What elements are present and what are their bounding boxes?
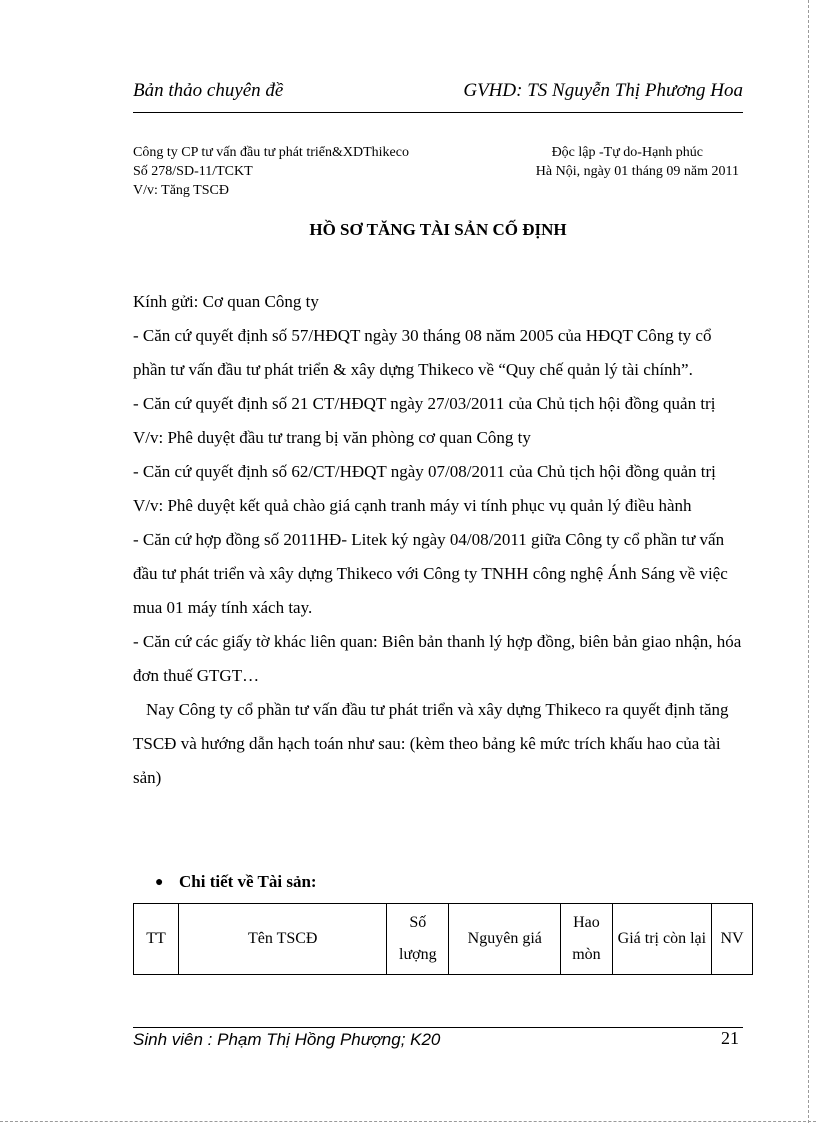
col-header-remaining-value: Giá trị còn lại [612,904,712,975]
paragraph-3: - Căn cứ quyết định số 62/CT/HĐQT ngày 07/08/2011 của Chủ tịch hội đồng quản trị V/v: Phê duyệt kết quả chào giá cạnh tranh máy vi tính phục vụ quản lý điều hành [133,462,716,515]
page-border-right [808,0,809,1123]
paragraph-1: - Căn cứ quyết định số 57/HĐQT ngày 30 tháng 08 năm 2005 của HĐQT Công ty cổ phần tư vấn đầu tư phát triển & xây dựng Thikeco về “Quy chế quản lý tài chính”. [133,326,712,379]
paragraph-4: - Căn cứ hợp đồng số 2011HĐ- Litek ký ngày 04/08/2011 giữa Công ty cổ phần tư vấn đầu tư phát triển và xây dựng Thikeco với Công ty TNHH công nghệ Ánh Sáng về việc mua 01 máy tính xách tay. [133,530,728,617]
national-motto: Độc lập -Tự do-Hạnh phúc [551,145,703,160]
col-header-tt: TT [134,904,179,975]
header-rule [133,112,743,113]
header-left-text: Bản thảo chuyên đề [133,80,284,101]
place-date: Hà Nội, ngày 01 tháng 09 năm 2011 [535,164,739,179]
col-header-quantity: Số lượng [387,904,449,975]
asset-table [133,903,753,975]
document-body [133,285,745,795]
document-number: Số 278/SD-11/TCKT [133,164,253,179]
col-header-original-cost: Nguyên giá [449,904,561,975]
col-header-depreciation: Hao mòn [561,904,612,975]
header-right-text: GVHD: TS Nguyễn Thị Phương Hoa [463,80,743,101]
col-header-name: Tên TSCĐ [179,904,387,975]
page-border-bottom [0,1121,816,1122]
table-header-row [134,904,753,975]
footer-student: Sinh viên : Phạm Thị Hồng Phượng; K20 [133,1030,441,1049]
bullet-icon: ● [155,875,164,890]
section-heading-text: Chi tiết về Tài sản: [179,872,317,891]
letter-meta-left [133,143,409,200]
page-header [133,80,743,108]
document-subject: V/v: Tăng TSCĐ [133,183,229,198]
footer-rule [133,1027,743,1028]
paragraph-5: - Căn cứ các giấy tờ khác liên quan: Biên bản thanh lý hợp đồng, biên bản giao nhận, hóa đơn thuế GTGT… [133,632,742,685]
page-number: 21 [721,1028,739,1048]
section-heading [155,872,317,892]
letter-meta-right [536,143,739,181]
greeting: Kính gửi: Cơ quan Công ty [133,292,319,311]
paragraph-6: Nay Công ty cổ phần tư vấn đầu tư phát triển và xây dựng Thikeco ra quyết định tăng TSCĐ và hướng dẫn hạch toán như sau: (kèm theo bảng kê mức trích khấu hao của tài sản) [133,700,729,787]
document-title: HỒ SƠ TĂNG TÀI SẢN CỐ ĐỊNH [309,220,567,239]
paragraph-2: - Căn cứ quyết định số 21 CT/HĐQT ngày 27/03/2011 của Chủ tịch hội đồng quản trị V/v: Phê duyệt đầu tư trang bị văn phòng cơ quan Công ty [133,394,716,447]
col-header-nv: NV [712,904,753,975]
company-name: Công ty CP tư vấn đầu tư phát triển&XDThikeco [133,145,409,160]
